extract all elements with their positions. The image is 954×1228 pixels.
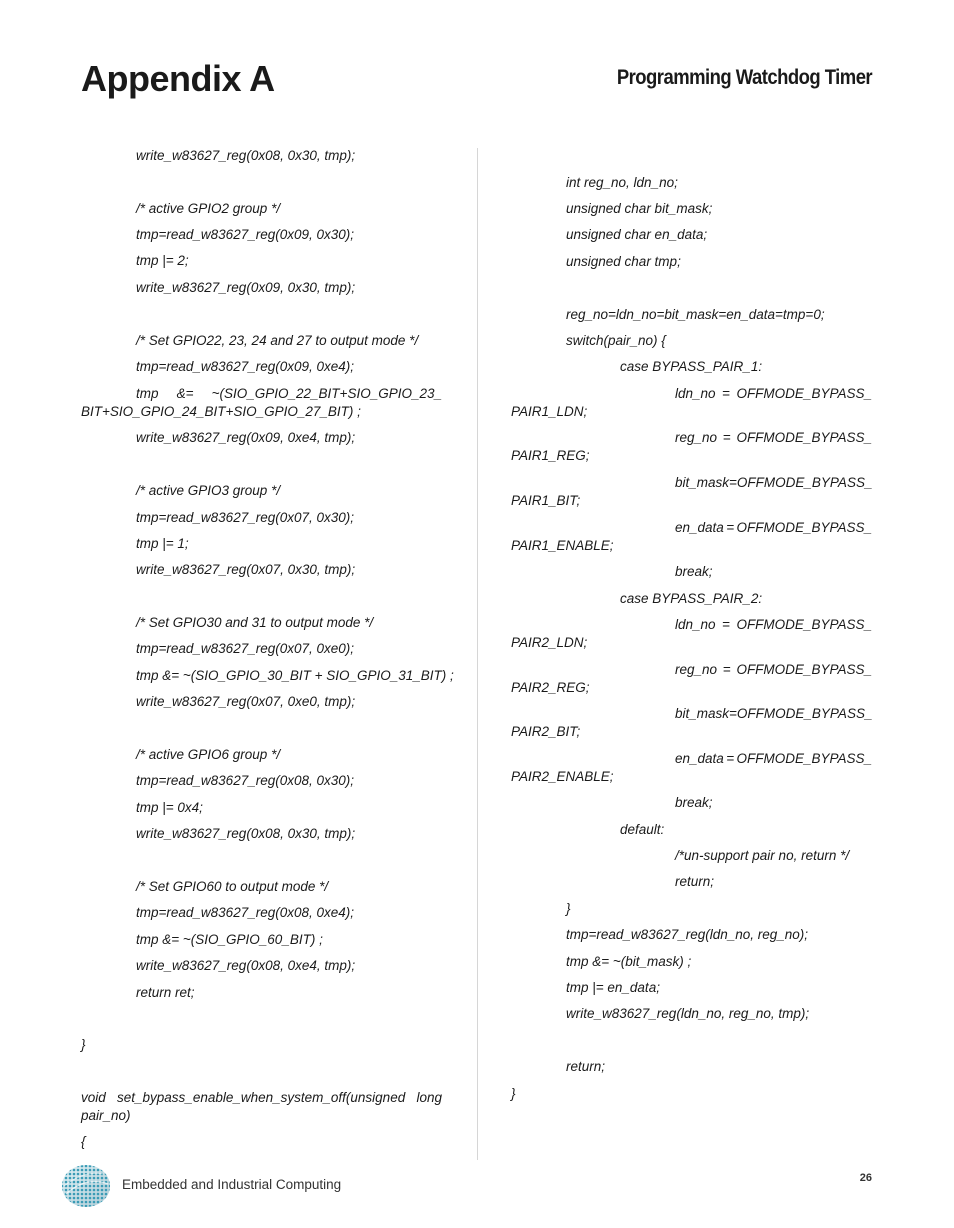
code-token: OFFMODE_BYPASS_ bbox=[736, 751, 872, 766]
code-line: tmp |= 2; bbox=[136, 253, 189, 268]
code-line-justified bbox=[81, 1089, 442, 1107]
code-line: write_w83627_reg(0x07, 0x30, tmp); bbox=[136, 562, 356, 577]
code-token: en_data bbox=[675, 751, 724, 766]
code-token: ldn_no bbox=[675, 617, 716, 632]
code-line: tmp=read_w83627_reg(0x09, 0xe4); bbox=[136, 359, 355, 374]
code-line: tmp=read_w83627_reg(0x09, 0x30); bbox=[136, 227, 355, 242]
code-token: = bbox=[722, 662, 731, 677]
code-line: switch(pair_no) { bbox=[566, 333, 666, 348]
code-line: PAIR2_REG; bbox=[511, 680, 590, 695]
code-token: = bbox=[726, 751, 735, 766]
code-line: tmp=read_w83627_reg(0x07, 0xe0); bbox=[136, 641, 355, 656]
chapter-title: Appendix A bbox=[81, 58, 275, 99]
page-number: 26 bbox=[859, 1172, 872, 1184]
code-line: tmp |= 1; bbox=[136, 536, 189, 551]
code-token: &= bbox=[176, 386, 194, 401]
code-token: = bbox=[726, 520, 735, 535]
code-line: BIT+SIO_GPIO_24_BIT+SIO_GPIO_27_BIT) ; bbox=[81, 404, 361, 419]
code-token: = bbox=[729, 706, 737, 721]
code-line: reg_no=ldn_no=bit_mask=en_data=tmp=0; bbox=[566, 307, 825, 322]
code-token: = bbox=[722, 617, 730, 632]
code-line: } bbox=[81, 1037, 86, 1052]
code-line: PAIR1_ENABLE; bbox=[511, 538, 614, 553]
code-line: unsigned char en_data; bbox=[566, 227, 708, 242]
code-token: = bbox=[729, 475, 737, 490]
code-line-justified bbox=[675, 519, 872, 537]
code-token: = bbox=[722, 430, 731, 445]
code-line: case BYPASS_PAIR_2: bbox=[620, 591, 763, 606]
code-comment: /* active GPIO6 group */ bbox=[136, 747, 281, 762]
code-line-justified bbox=[675, 705, 872, 723]
code-line: { bbox=[81, 1134, 86, 1149]
code-token: void bbox=[81, 1090, 106, 1105]
code-token: bit_mask bbox=[675, 706, 730, 721]
code-line: tmp &= ~(SIO_GPIO_30_BIT + SIO_GPIO_31_BIT) ; bbox=[136, 668, 454, 683]
code-line: write_w83627_reg(0x07, 0xe0, tmp); bbox=[136, 694, 356, 709]
code-line: tmp &= ~(SIO_GPIO_60_BIT) ; bbox=[136, 932, 323, 947]
column-divider bbox=[477, 148, 478, 1160]
code-line: write_w83627_reg(0x08, 0x30, tmp); bbox=[136, 148, 356, 163]
code-line: pair_no) bbox=[81, 1108, 131, 1123]
code-line: tmp |= en_data; bbox=[566, 980, 660, 995]
code-comment: /* active GPIO3 group */ bbox=[136, 483, 281, 498]
code-line: break; bbox=[675, 564, 713, 579]
code-token: reg_no bbox=[675, 430, 718, 445]
code-line: default: bbox=[620, 822, 665, 837]
code-line: } bbox=[511, 1086, 516, 1101]
code-token: OFFMODE_BYPASS_ bbox=[736, 386, 872, 401]
globe-logo-icon bbox=[60, 1164, 112, 1208]
code-line: unsigned char tmp; bbox=[566, 254, 681, 269]
code-line: PAIR1_BIT; bbox=[511, 493, 581, 508]
code-comment: /* Set GPIO30 and 31 to output mode */ bbox=[136, 615, 374, 630]
code-line: int reg_no, ldn_no; bbox=[566, 175, 678, 190]
code-line: PAIR2_LDN; bbox=[511, 635, 588, 650]
code-line: PAIR1_REG; bbox=[511, 448, 590, 463]
code-token: OFFMODE_BYPASS_ bbox=[736, 617, 872, 632]
code-line: write_w83627_reg(ldn_no, reg_no, tmp); bbox=[566, 1006, 810, 1021]
code-token: en_data bbox=[675, 520, 724, 535]
code-line-justified bbox=[675, 429, 872, 447]
code-line: write_w83627_reg(0x09, 0x30, tmp); bbox=[136, 280, 356, 295]
code-line-justified bbox=[675, 474, 872, 492]
code-line-justified bbox=[675, 616, 872, 634]
code-token: long bbox=[416, 1090, 442, 1105]
code-line: return; bbox=[675, 874, 715, 889]
code-line: PAIR2_BIT; bbox=[511, 724, 581, 739]
code-line: write_w83627_reg(0x08, 0x30, tmp); bbox=[136, 826, 356, 841]
code-token: set_bypass_enable_when_system_off(unsigned bbox=[117, 1090, 406, 1105]
code-token: bit_mask bbox=[675, 475, 730, 490]
code-comment: /*un-support pair no, return */ bbox=[675, 848, 850, 863]
code-token: OFFMODE_BYPASS_ bbox=[736, 520, 872, 535]
code-line: break; bbox=[675, 795, 713, 810]
code-token: ldn_no bbox=[675, 386, 716, 401]
code-line: tmp=read_w83627_reg(0x08, 0xe4); bbox=[136, 905, 355, 920]
code-line: PAIR1_LDN; bbox=[511, 404, 588, 419]
section-title: Programming Watchdog Timer bbox=[616, 66, 872, 89]
code-comment: /* Set GPIO60 to output mode */ bbox=[136, 879, 329, 894]
code-token: = bbox=[722, 386, 730, 401]
code-comment: /* active GPIO2 group */ bbox=[136, 201, 281, 216]
code-token: tmp bbox=[136, 386, 159, 401]
code-line: return ret; bbox=[136, 985, 195, 1000]
code-comment: /* Set GPIO22, 23, 24 and 27 to output mode */ bbox=[136, 333, 419, 348]
code-line-justified bbox=[675, 385, 872, 403]
code-line: tmp |= 0x4; bbox=[136, 800, 203, 815]
code-line: write_w83627_reg(0x09, 0xe4, tmp); bbox=[136, 430, 356, 445]
code-line: PAIR2_ENABLE; bbox=[511, 769, 614, 784]
code-line-justified bbox=[675, 661, 872, 679]
footer-company: Embedded and Industrial Computing bbox=[122, 1177, 342, 1192]
code-line-justified bbox=[675, 750, 872, 768]
code-line: unsigned char bit_mask; bbox=[566, 201, 713, 216]
code-token: OFFMODE_BYPASS_ bbox=[736, 662, 872, 677]
code-line: case BYPASS_PAIR_1: bbox=[620, 359, 763, 374]
code-line: write_w83627_reg(0x08, 0xe4, tmp); bbox=[136, 958, 356, 973]
code-token: OFFMODE_BYPASS_ bbox=[736, 706, 873, 721]
code-token: reg_no bbox=[675, 662, 718, 677]
code-line: tmp=read_w83627_reg(0x07, 0x30); bbox=[136, 510, 355, 525]
code-token: ~(SIO_GPIO_22_BIT+SIO_GPIO_23_ bbox=[211, 386, 442, 401]
code-line: tmp=read_w83627_reg(ldn_no, reg_no); bbox=[566, 927, 809, 942]
code-token: OFFMODE_BYPASS_ bbox=[736, 475, 873, 490]
code-line-justified bbox=[136, 385, 442, 403]
code-token: OFFMODE_BYPASS_ bbox=[736, 430, 872, 445]
code-line: return; bbox=[566, 1059, 606, 1074]
code-line: tmp=read_w83627_reg(0x08, 0x30); bbox=[136, 773, 355, 788]
code-line: tmp &= ~(bit_mask) ; bbox=[566, 954, 692, 969]
code-line: } bbox=[566, 901, 571, 916]
